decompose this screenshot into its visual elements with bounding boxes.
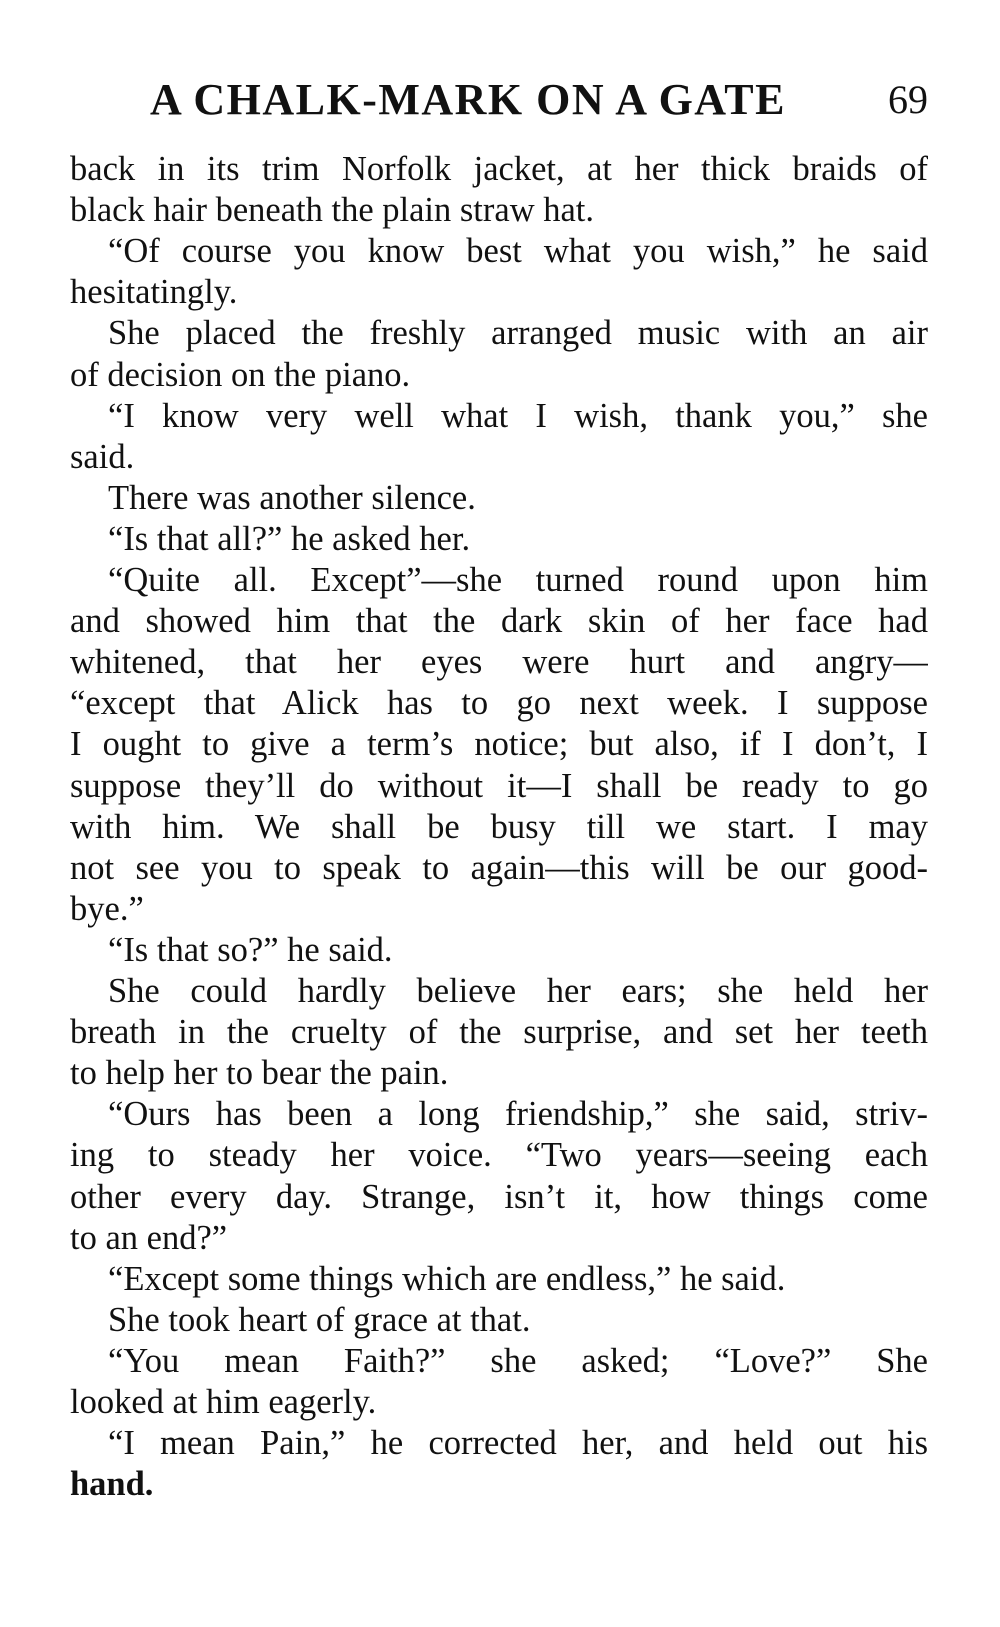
text-line: “I mean Pain,” he corrected her, and held out his bbox=[108, 1424, 928, 1463]
page-number: 69 bbox=[888, 77, 928, 122]
text-line: ing to steady her voice. “Two years—seeing each bbox=[70, 1136, 928, 1175]
text-line: “Is that all?” he asked her. bbox=[108, 519, 471, 558]
text-line: “except that Alick has to go next week. I suppose bbox=[70, 684, 928, 723]
text-line: black hair beneath the plain straw hat. bbox=[70, 191, 595, 230]
text-line: “Except some things which are endless,” he said. bbox=[108, 1259, 786, 1298]
text-line: She placed the freshly arranged music with an air bbox=[108, 314, 928, 353]
running-title: A CHALK-MARK ON A GATE bbox=[150, 75, 787, 124]
text-line: other every day. Strange, isn’t it, how things come bbox=[70, 1177, 928, 1216]
text-line: “Is that so?” he said. bbox=[108, 930, 393, 969]
text-line: She took heart of grace at that. bbox=[108, 1300, 531, 1339]
text-line: There was another silence. bbox=[108, 478, 476, 517]
text-line: “Of course you know best what you wish,” he said bbox=[108, 232, 928, 271]
text-line: to help her to bear the pain. bbox=[70, 1054, 449, 1093]
text-line: “Quite all. Except”—she turned round upon him bbox=[108, 561, 928, 599]
text-line: to an end?” bbox=[70, 1218, 228, 1257]
text-line: of decision on the piano. bbox=[70, 355, 411, 394]
text-line: hesitatingly. bbox=[70, 273, 238, 312]
text-line: “You mean Faith?” she asked; “Love?” She bbox=[108, 1341, 928, 1380]
running-head bbox=[150, 74, 928, 134]
text-line: and showed him that the dark skin of her face had bbox=[70, 602, 928, 641]
text-line: bye.” bbox=[70, 889, 144, 928]
text-line: said. bbox=[70, 437, 135, 476]
text-line: with him. We shall be busy till we start. I may bbox=[70, 807, 928, 846]
text-line: looked at him eagerly. bbox=[70, 1383, 377, 1421]
text-line: “Ours has been a long friendship,” she said, striv- bbox=[108, 1095, 928, 1134]
text-line: breath in the cruelty of the surprise, and set her teeth bbox=[70, 1013, 928, 1052]
text-line: I ought to give a term’s notice; but also, if I don’t, I bbox=[70, 725, 928, 764]
text-line: back in its trim Norfolk jacket, at her thick braids of bbox=[70, 150, 928, 188]
text-line: not see you to speak to again—this will be our good- bbox=[70, 848, 928, 887]
text-line: “I know very well what I wish, thank you,” she bbox=[108, 396, 928, 435]
text-line: suppose they’ll do without it—I shall be ready to go bbox=[70, 766, 928, 805]
text-line: hand. bbox=[70, 1465, 154, 1504]
text-line: whitened, that her eyes were hurt and angry— bbox=[70, 643, 928, 682]
text-line: She could hardly believe her ears; she held her bbox=[108, 972, 928, 1010]
